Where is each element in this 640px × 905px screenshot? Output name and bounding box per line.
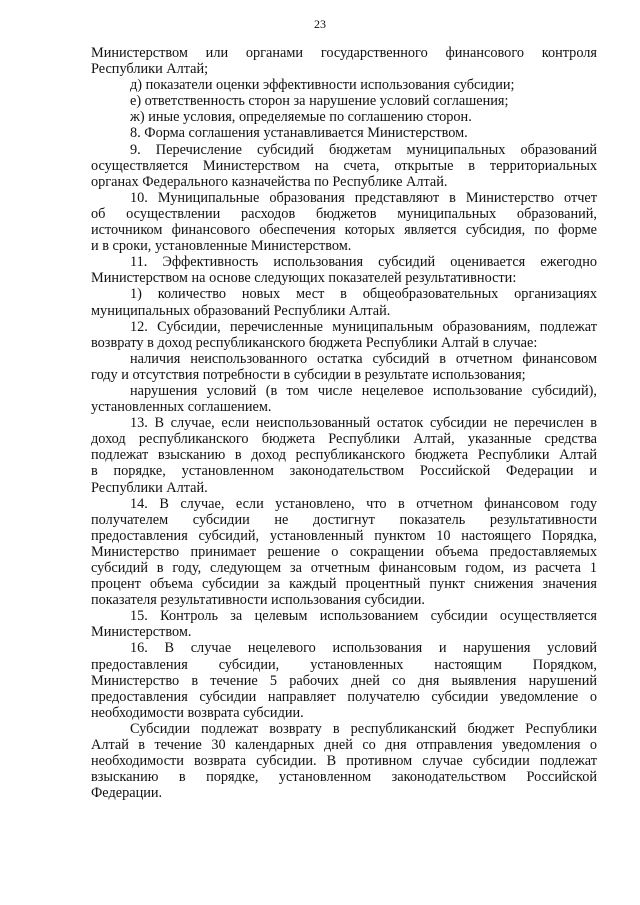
text-line: 9. Перечисление субсидий бюджетам муниципальных образований <box>130 141 597 158</box>
text-line: 12. Субсидии, перечисленные муниципальным образованиям, подлежат <box>130 318 597 335</box>
text-line: осуществляется Министерством на счета, открытые в территориальных <box>91 157 597 174</box>
text-line: процент объема субсидии за каждый процентный пункт снижения значения <box>91 576 597 593</box>
text-line: д) показатели оценки эффективности использования субсидии; <box>130 77 515 94</box>
text-line: е) ответственность сторон за нарушение условий соглашения; <box>130 93 509 110</box>
text-line: Министерством на основе следующих показателей результативности: <box>91 270 517 287</box>
text-line: Министерство в течение 5 рабочих дней со дня выявления нарушений <box>91 672 597 689</box>
text-line: Министерством. <box>91 624 192 641</box>
text-line: об осуществлении расходов бюджетов муниципальных образований, <box>91 205 597 222</box>
text-line: 11. Эффективность использования субсидий оценивается ежегодно <box>130 254 597 271</box>
text-line: предоставления субсидии, установленных настоящим Порядком, <box>91 656 597 673</box>
text-line: доход республиканского бюджета Республики Алтай, указанные средства <box>91 431 597 448</box>
text-line: нарушения условий (в том числе нецелевое использование субсидий), <box>130 382 597 399</box>
text-line: 14. В случае, если установлено, что в отчетном финансовом году <box>130 495 597 512</box>
text-line: наличия неиспользованного остатка субсидий в отчетном финансовом <box>130 350 597 367</box>
text-line: 13. В случае, если неиспользованный остаток субсидии не перечислен в <box>130 415 597 432</box>
text-line: 10. Муниципальные образования представляют в Министерство отчет <box>130 189 597 206</box>
text-line: Министерство принимает решение о сокращении объема предоставляемых <box>91 543 597 560</box>
text-line: Федерации. <box>91 785 163 802</box>
text-line: 1) количество новых мест в общеобразовательных организациях <box>130 286 597 303</box>
text-line: Республики Алтай. <box>91 479 208 496</box>
text-line: Алтай в течение 30 календарных дней со дня отправления уведомления о <box>91 737 597 754</box>
text-line: показателя результативности использования субсидии. <box>91 592 425 609</box>
page-number: 23 <box>314 17 326 31</box>
text-line: ж) иные условия, определяемые по соглашению сторон. <box>130 109 472 126</box>
text-line: необходимости возврата субсидии. В противном случае субсидии подлежат <box>91 753 597 770</box>
text-line: и в сроки, установленные Министерством. <box>91 238 352 255</box>
text-line: возврату в доход республиканского бюджета Республики Алтай в случае: <box>91 334 538 351</box>
text-line: 16. В случае нецелевого использования и нарушения условий <box>130 640 597 657</box>
text-line: субсидий в году, следующем за отчетным финансовым годом, из расчета 1 <box>91 560 597 576</box>
text-line: взысканию в порядке, установленном законодательством Российской <box>91 769 597 786</box>
text-line: источником финансового обеспечения которых является субсидия, по форме <box>91 222 597 239</box>
text-line: муниципальных образований Республики Алтай. <box>91 302 391 319</box>
text-line: необходимости возврата субсидии. <box>91 704 304 721</box>
text-line: Республики Алтай; <box>91 61 209 78</box>
text-line: Субсидии подлежат возврату в республиканский бюджет Республики <box>130 720 597 737</box>
text-line: получателем субсидии не достигнут показатель результативности <box>91 511 597 528</box>
document-body <box>91 45 597 801</box>
text-line: подлежат взысканию в доход республиканского бюджета Республики Алтай <box>91 447 597 464</box>
text-line: 8. Форма соглашения устанавливается Министерством. <box>130 125 468 142</box>
text-line: предоставления субсидий, установленный пунктом 10 настоящего Порядка, <box>91 527 597 544</box>
text-line: Министерством или органами государственного финансового контроля <box>91 45 597 61</box>
text-line: в порядке, установленном законодательством Российской Федерации и <box>91 463 597 480</box>
text-line: установленных соглашением. <box>91 399 272 416</box>
text-line: органах Федерального казначейства по Республике Алтай. <box>91 173 448 190</box>
text-line: предоставления субсидии направляет получателю субсидии уведомление о <box>91 688 597 705</box>
text-line: 15. Контроль за целевым использованием субсидии осуществляется <box>130 608 597 625</box>
text-line: году и отсутствия потребности в субсидии в результате использования; <box>91 366 526 383</box>
